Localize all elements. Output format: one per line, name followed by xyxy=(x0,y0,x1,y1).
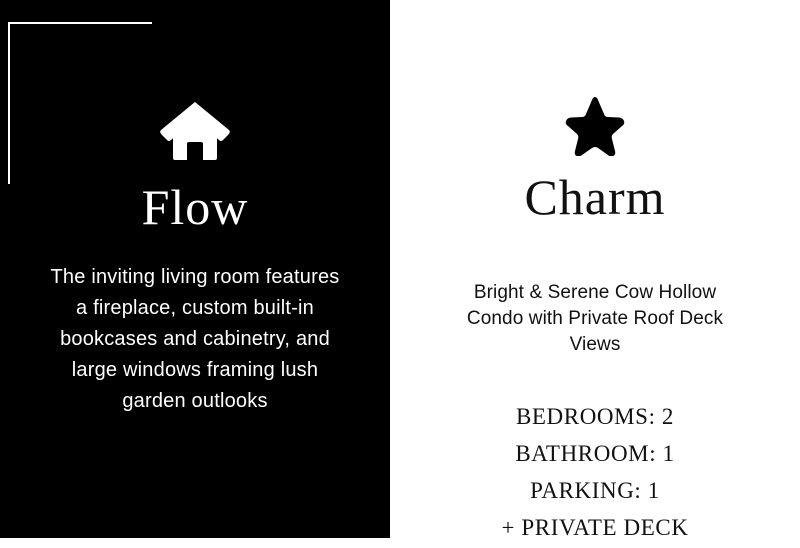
spec-item-private-deck: + PRIVATE DECK xyxy=(501,514,689,540)
spec-item-bedrooms: BEDROOMS: 2 xyxy=(515,403,675,429)
right-panel xyxy=(390,0,800,548)
left-panel-content xyxy=(0,0,390,538)
left-panel-title: Flow xyxy=(141,179,249,235)
spec-item-bathroom: BATHROOM: 1 xyxy=(515,440,675,466)
left-panel xyxy=(0,0,390,538)
star-icon xyxy=(564,96,626,156)
left-panel-body: The inviting living room features a fireplace, custom built-in bookcases and cabinetry, and large windows framing lush garden outlooks xyxy=(50,266,340,412)
property-specs-list xyxy=(501,403,688,542)
right-panel-subtitle: Bright & Serene Cow Hollow Condo with Private Roof Deck Views xyxy=(466,281,724,355)
spec-item-parking: PARKING: 1 xyxy=(530,477,660,503)
right-panel-title: Charm xyxy=(524,169,666,225)
home-icon xyxy=(159,100,231,160)
